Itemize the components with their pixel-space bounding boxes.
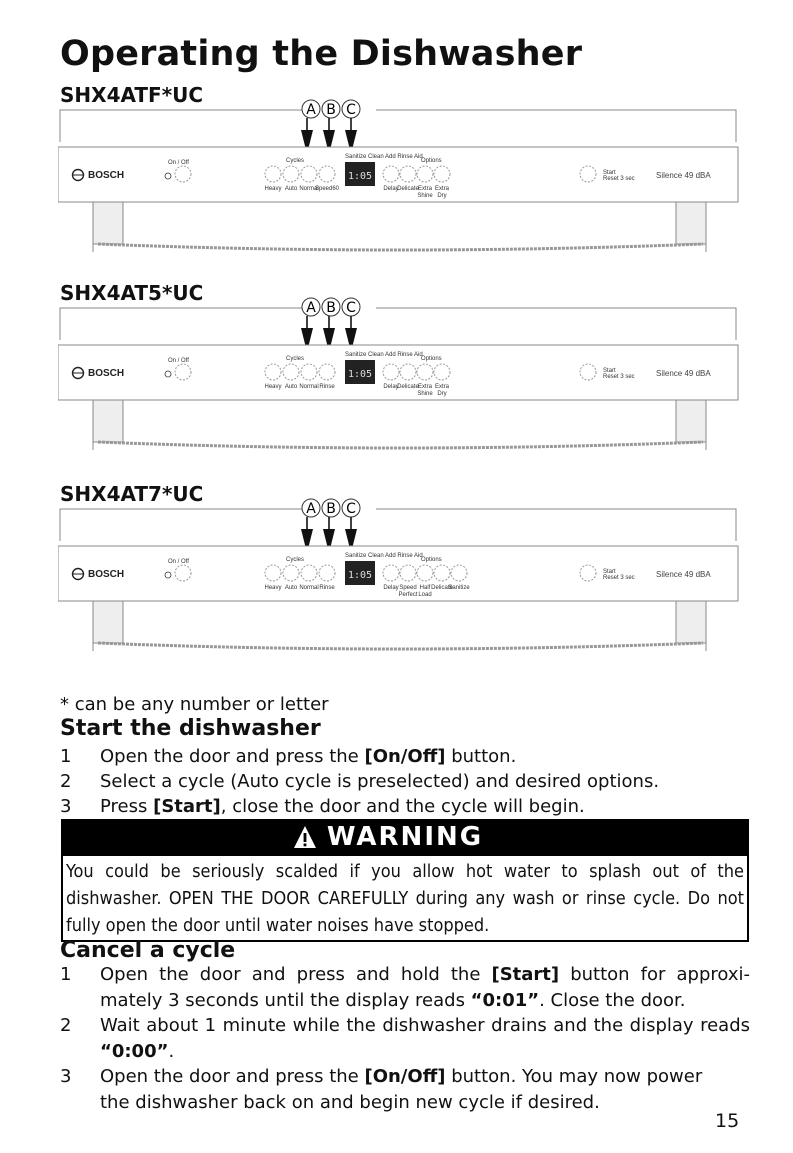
cycle-button (283, 364, 299, 380)
brand-name: BOSCH (88, 368, 125, 379)
cycle-button (265, 166, 281, 182)
start-button (580, 364, 596, 380)
step-text: , close the door and the cycle will begin. (220, 796, 585, 817)
door-side-right (676, 400, 706, 442)
cycle-label: Rinse (319, 585, 335, 591)
step-number: 3 (60, 796, 72, 817)
callout-letter: C (346, 300, 356, 316)
warning-triangle-icon (293, 825, 317, 849)
cycle-label: Speed60 (314, 186, 340, 192)
cancel-step-3 (60, 1064, 750, 1116)
cycle-label: Auto (284, 585, 298, 591)
step-text: Wait about 1 minute while the dishwasher drains and the display reads (100, 1015, 750, 1036)
option-button (400, 166, 416, 182)
option-button (434, 166, 450, 182)
control-panel-diagram (58, 92, 740, 282)
door-handle-curve (98, 244, 703, 250)
model-name: SHX4AT5*UC (60, 281, 204, 305)
cycle-button (301, 565, 317, 581)
page-number: 15 (715, 1110, 740, 1132)
display-value: “0:00” (100, 1041, 169, 1062)
display-readout: 1:05 (347, 570, 373, 581)
cycle-label: Heavy (264, 186, 282, 192)
frame-line (60, 509, 736, 541)
onoff-label: On / Off (168, 358, 189, 364)
step-text: Open the door and press the (100, 1066, 365, 1087)
callout-letter: A (306, 300, 316, 316)
silence-rating: Silence 49 dBA (656, 369, 711, 378)
display-header: Sanitize Clean Add Rinse Aid (345, 553, 423, 559)
option-button (400, 364, 416, 380)
cycle-button (319, 364, 335, 380)
warning-label: WARNING (326, 822, 484, 852)
start-sublabel: Reset 3 sec (603, 374, 635, 380)
callout-letter: A (306, 102, 316, 118)
options-label: Options (421, 356, 442, 362)
step-number: 1 (60, 964, 72, 985)
option-label: Delicate (397, 186, 419, 192)
silence-rating: Silence 49 dBA (656, 171, 711, 180)
option-label: Extra (417, 186, 433, 192)
button-ref-start: [Start] (491, 964, 560, 985)
start-sublabel: Reset 3 sec (603, 176, 635, 182)
door-side-right (676, 202, 706, 244)
cycle-button (319, 565, 335, 581)
option-label: Dry (437, 391, 447, 397)
silence-rating: Silence 49 dBA (656, 570, 711, 579)
step-number: 2 (60, 1015, 72, 1036)
button-ref-onoff: [On/Off] (364, 746, 446, 767)
callout-letter: C (346, 501, 356, 517)
display-value: “0:01” (470, 990, 540, 1011)
cycle-button (283, 166, 299, 182)
step-number: 3 (60, 1066, 72, 1087)
step-text: . Close the door. (539, 990, 686, 1011)
option-label: Delicate (431, 585, 453, 591)
cycle-label: Heavy (264, 384, 282, 390)
door-side-left (93, 202, 123, 244)
cycle-button (283, 565, 299, 581)
option-label: Speed (399, 585, 417, 591)
cycle-label: Normal (299, 186, 319, 192)
cycle-button (265, 364, 281, 380)
callout-letter: B (326, 102, 336, 118)
button-ref-onoff: [On/Off] (364, 1066, 446, 1087)
option-button (400, 565, 416, 581)
callout-letter: A (306, 501, 316, 517)
option-label: Perfect (398, 592, 418, 598)
cycle-button (265, 565, 281, 581)
step-text: Select a cycle (Auto cycle is preselected) and desired options. (100, 771, 660, 792)
option-label: Extra (434, 384, 450, 390)
footnote: * can be any number or letter (60, 694, 329, 715)
option-button (383, 565, 399, 581)
start-button (580, 166, 596, 182)
step-text: Open the door and press and hold the (100, 964, 492, 985)
callout-letter: B (326, 501, 336, 517)
brand-name: BOSCH (88, 569, 125, 580)
door-side-right (676, 601, 706, 643)
start-label: Start (603, 368, 616, 374)
display-header: Sanitize Clean Add Rinse Aid (345, 352, 423, 358)
option-label: Extra (417, 384, 433, 390)
frame-line (60, 308, 736, 340)
option-label: Load (418, 592, 432, 598)
cycle-label: Auto (284, 384, 298, 390)
cycle-label: Normal (299, 384, 319, 390)
onoff-label: On / Off (168, 160, 189, 166)
step-text: . (168, 1041, 175, 1062)
step-number: 1 (60, 746, 72, 767)
onoff-label: On / Off (168, 559, 189, 565)
cancel-step-2 (60, 1013, 750, 1065)
option-label: Delay (383, 186, 399, 192)
start-button (580, 565, 596, 581)
onoff-button (175, 565, 191, 581)
door-side-left (93, 400, 123, 442)
warning-text: You could be seriously scalded if you allow hot water to splash out of the dishwasher. OPEN THE DOOR CAREFULLY during any wash or rinse cycle. Do not fully open the door until water noises have stopped. (66, 861, 744, 936)
cancel-step-1 (60, 962, 750, 1014)
option-label: Shine (417, 391, 433, 397)
start-step-2 (60, 769, 750, 795)
cycle-label: Auto (284, 186, 298, 192)
step-text: Press (100, 796, 154, 817)
cycle-label: Rinse (319, 384, 335, 390)
onoff-button (175, 166, 191, 182)
brand-name: BOSCH (88, 170, 125, 181)
display-readout: 1:05 (347, 369, 373, 380)
callout-letter: B (326, 300, 336, 316)
option-label: Delay (383, 585, 399, 591)
display-readout: 1:05 (347, 171, 373, 182)
option-button (383, 166, 399, 182)
warning-banner (61, 819, 749, 856)
step-text: button for approxi-mately 3 seconds until the display reads (100, 964, 750, 1011)
door-handle-curve (98, 442, 703, 448)
callout-letter: C (346, 102, 356, 118)
button-ref-start: [Start] (153, 796, 221, 817)
option-button (434, 364, 450, 380)
page-title: Operating the Dishwasher (60, 34, 583, 74)
cycle-label: Normal (299, 585, 319, 591)
options-label: Options (421, 557, 442, 563)
control-panel-diagram (58, 491, 740, 681)
options-label: Options (421, 158, 442, 164)
option-label: Sanitize (448, 585, 470, 591)
option-label: Shine (417, 193, 433, 199)
start-label: Start (603, 170, 616, 176)
option-label: Half (419, 585, 431, 591)
onoff-button (175, 364, 191, 380)
door-side-left (93, 601, 123, 643)
option-button (417, 364, 433, 380)
option-button (451, 565, 467, 581)
cycles-label: Cycles (286, 158, 305, 164)
step-number: 2 (60, 771, 72, 792)
start-step-1 (60, 744, 750, 770)
cycles-label: Cycles (286, 557, 305, 563)
cycle-button (301, 166, 317, 182)
cycles-label: Cycles (286, 356, 305, 362)
option-button (383, 364, 399, 380)
start-sublabel: Reset 3 sec (603, 575, 635, 581)
cycle-button (319, 166, 335, 182)
section-heading-start: Start the dishwasher (60, 716, 321, 741)
model-name: SHX4ATF*UC (60, 83, 204, 107)
start-step-3 (60, 794, 750, 820)
warning-box (61, 856, 749, 942)
step-text: button. You may now power the dishwasher back on and begin new cycle if desired. (100, 1066, 703, 1113)
option-button (434, 565, 450, 581)
option-label: Delicate (397, 384, 419, 390)
cycle-label: Heavy (264, 585, 282, 591)
step-text: Open the door and press the (100, 746, 365, 767)
option-label: Delay (383, 384, 399, 390)
control-panel-diagram (58, 290, 740, 480)
step-text: button. (445, 746, 517, 767)
door-handle-curve (98, 643, 703, 649)
option-label: Dry (437, 193, 447, 199)
option-button (417, 565, 433, 581)
frame-line (60, 110, 736, 142)
section-heading-cancel: Cancel a cycle (60, 938, 236, 963)
option-button (417, 166, 433, 182)
cycle-button (301, 364, 317, 380)
option-label: Extra (434, 186, 450, 192)
model-name: SHX4AT7*UC (60, 482, 204, 506)
display-header: Sanitize Clean Add Rinse Aid (345, 154, 423, 160)
start-label: Start (603, 569, 616, 575)
